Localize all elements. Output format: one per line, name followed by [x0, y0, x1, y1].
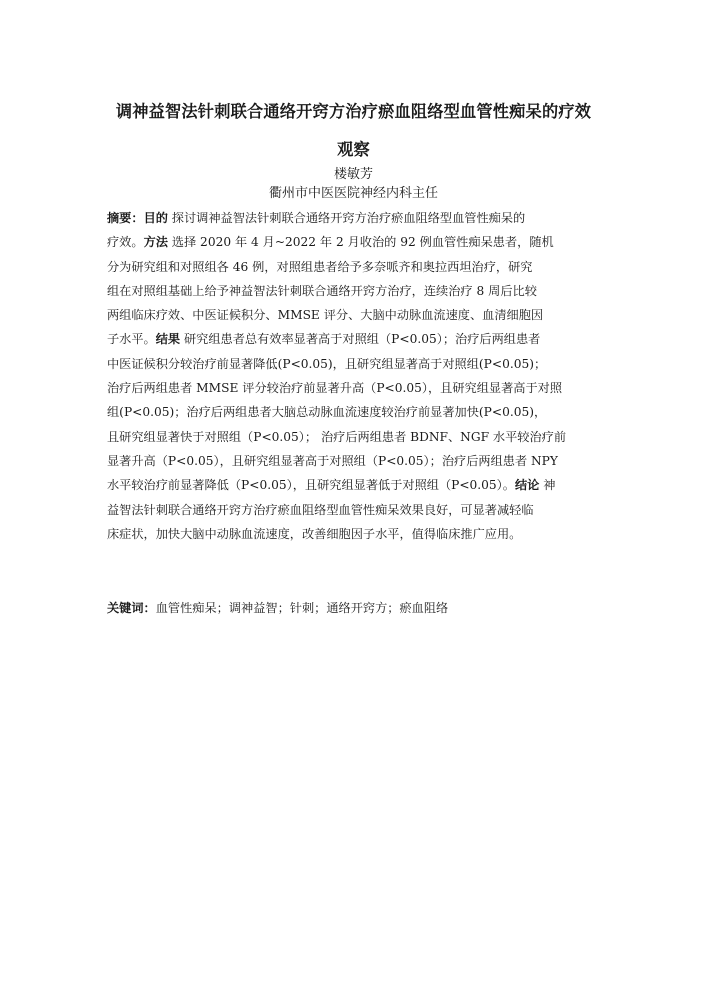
- abstract-line: 组在对照组基础上给予神益智法针刺联合通络开窍方治疗，连续治疗 8 周后比较: [107, 283, 537, 298]
- abstract-line: 且研究组显著快于对照组（P<0.05）； 治疗后两组患者 BDNF、NGF 水平较治疗前: [107, 429, 567, 444]
- abstract-text: 研究组患者总有效率显著高于对照组（P<0.05）；治疗后两组患者: [180, 332, 541, 347]
- abstract-text: 探讨调神益智法针刺联合通络开窍方治疗瘀血阻络型血管性痴呆的: [167, 211, 526, 225]
- abstract-line: 中医证候积分较治疗前显著降低(P<0.05)，且研究组显著高于对照组(P<0.05)；: [107, 356, 547, 371]
- abstract-line: [107, 473, 602, 497]
- keywords-text: 血管性痴呆；调神益智；针刺；通络开窍方；瘀血阻络: [155, 601, 449, 615]
- abstract: [107, 206, 602, 546]
- abstract-text: 疗效。: [107, 235, 144, 250]
- paper-title-line-1: 调神益智法针刺联合通络开窍方治疗瘀血阻络型血管性痴呆的疗效: [115, 102, 592, 121]
- author-affiliation: 衢州市中医医院神经内科主任: [268, 186, 438, 201]
- abstract-line: 显著升高（P<0.05），且研究组显著高于对照组（P<0.05）；治疗后两组患者 NPY: [107, 453, 558, 468]
- section-label-conclusion: 结论: [514, 478, 540, 493]
- keywords: [107, 596, 602, 620]
- abstract-line: 两组临床疗效、中医证候积分、MMSE 评分、大脑中动脉血流速度、血清细胞因: [107, 308, 544, 323]
- section-label-results: 结果: [155, 332, 181, 347]
- abstract-line: [107, 230, 602, 254]
- abstract-line: [107, 206, 602, 230]
- abstract-text: 水平较治疗前显著降低（P<0.05），且研究组显著低于对照组（P<0.05）。: [107, 478, 515, 493]
- abstract-line: 组(P<0.05)；治疗后两组患者大脑总动脉血流速度较治疗前显著加快(P<0.05)，: [107, 405, 547, 420]
- abstract-line: 床症状，加快大脑中动脉血流速度，改善细胞因子水平，值得临床推广应用。: [107, 526, 522, 541]
- abstract-line: [107, 327, 602, 351]
- author-name: 楼敏芳: [333, 167, 373, 182]
- abstract-line: 治疗后两组患者 MMSE 评分较治疗前显著升高（P<0.05），且研究组显著高于对照: [107, 381, 563, 396]
- abstract-line: 分为研究组和对照组各 46 例，对照组患者给予多奈哌齐和奥拉西坦治疗，研究: [107, 259, 533, 274]
- keywords-label: 关键词：: [107, 601, 156, 615]
- section-label-methods: 方法: [143, 235, 168, 250]
- paper-title-line-2: 观察: [337, 140, 370, 159]
- abstract-text: 选择 2020 年 4 月~2022 年 2 月收治的 92 例血管性痴呆患者，随机: [167, 235, 554, 250]
- abstract-text: 子水平。: [107, 332, 156, 347]
- abstract-text: 神: [539, 478, 556, 493]
- abstract-line: 益智法针刺联合通络开窍方治疗瘀血阻络型血管性痴呆效果良好，可显著减轻临: [107, 502, 534, 517]
- abstract-label: 摘要：: [107, 211, 144, 225]
- section-label-objective: 目的: [143, 211, 168, 225]
